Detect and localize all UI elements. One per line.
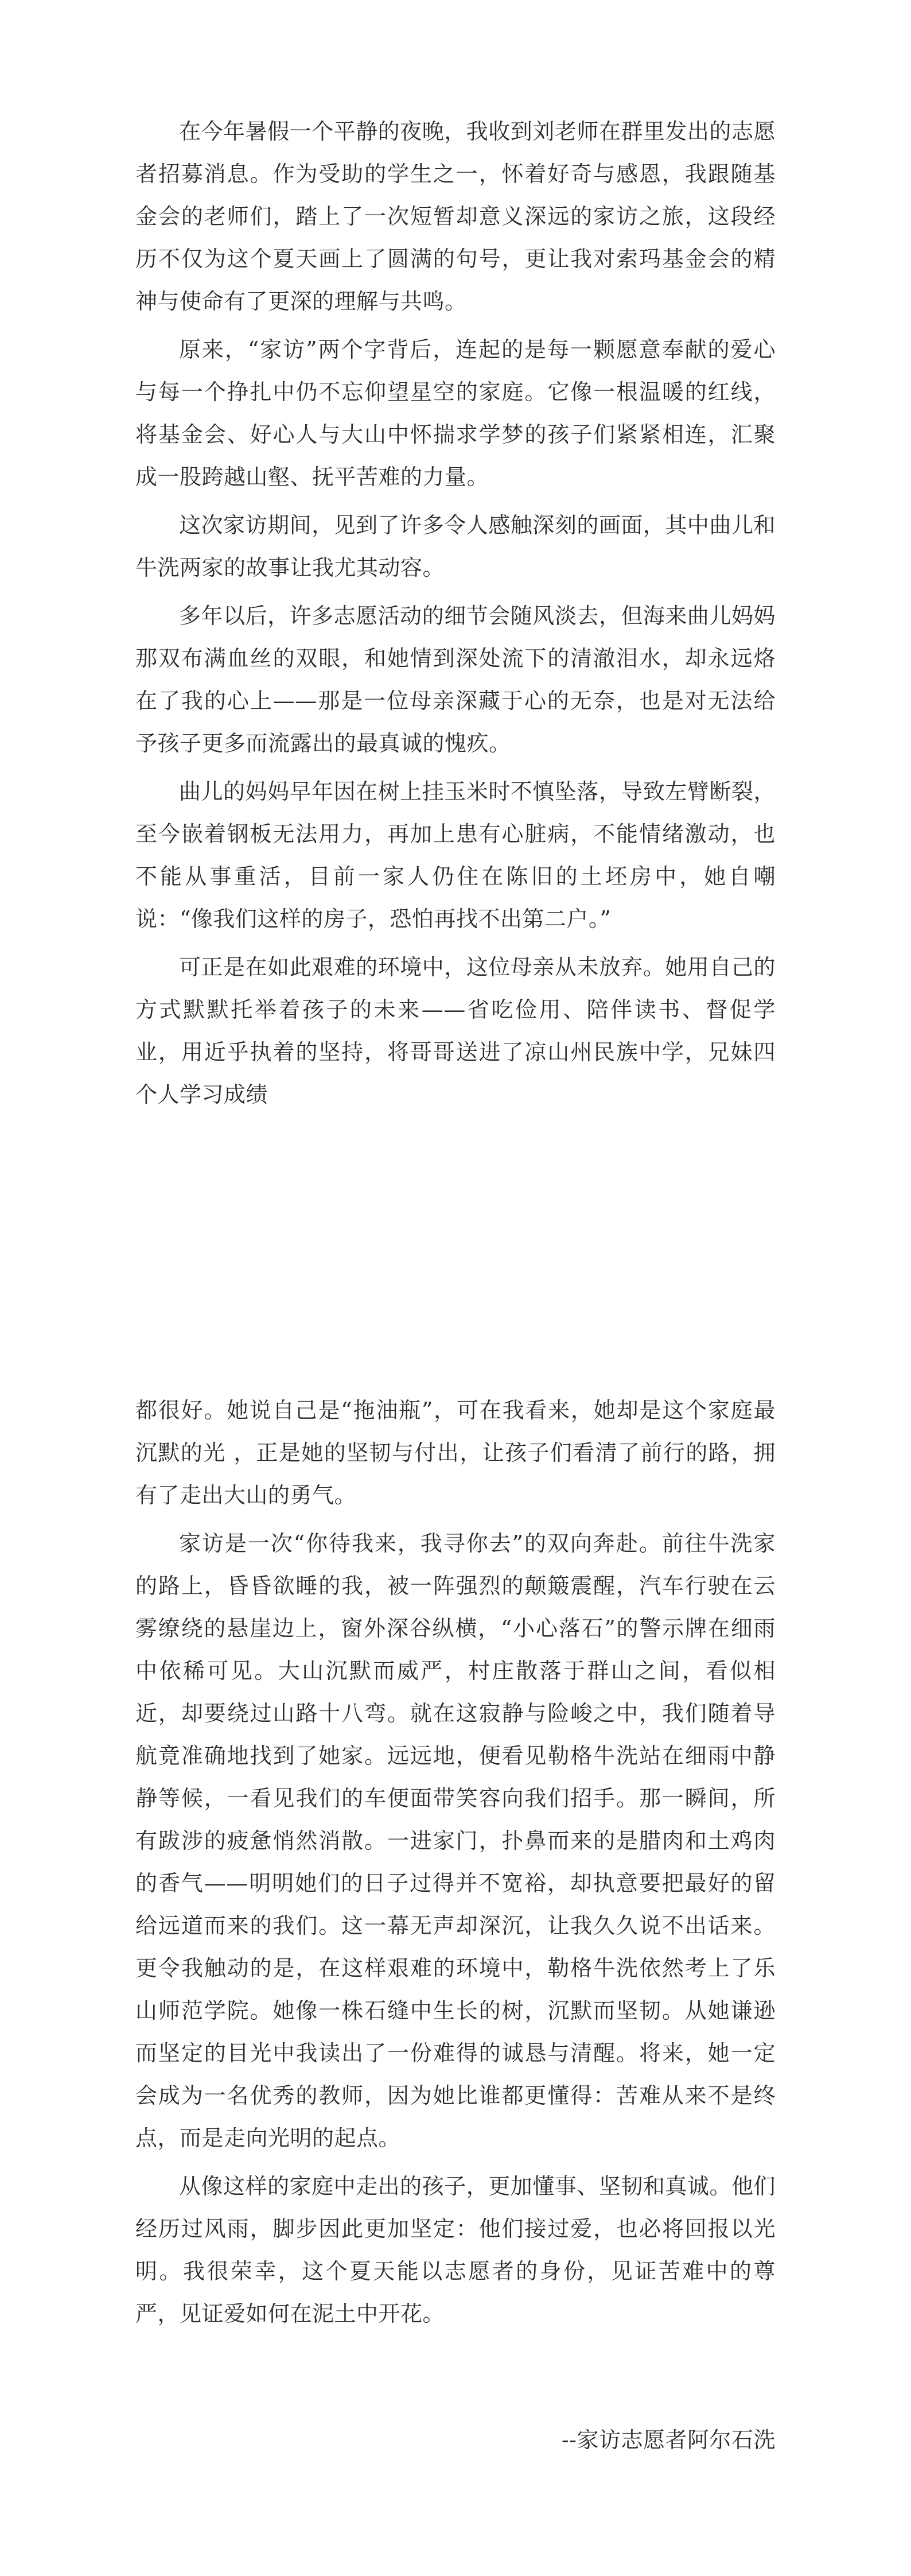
paragraph-home-visit-meaning: 原来，“家访”两个字背后，连起的是每一颗愿意奉献的爱心与每一个挣扎中仍不忘仰望星空的家庭。它像一根温暖的红线，将基金会、好心人与大山中怀揣求学梦的孩子们紧紧相连，汇聚成一股跨越山壑、抚平苦难的力量。 (135, 337, 776, 490)
paragraph-mother-persistence: 可正是在如此艰难的环境中，这位母亲从未放弃。她用自己的方式默默托举着孩子的未来——省吃俭用、陪伴读书、督促学业，用近乎执着的坚持，将哥哥送进了凉山州民族中学，兄妹四个人学习成绩 (135, 955, 776, 1107)
paragraph-journey-to-niuxi: 家访是一次“你待我来，我寻你去”的双向奔赴。前往牛洗家的路上，昏昏欲睡的我，被一阵强烈的颠簸震醒，汽车行驶在云雾缭绕的悬崖边上，窗外深谷纵横，“小心落石”的警示牌在细雨中依稀可见。大山沉默而威严，村庄散落于群山之间，看似相近，却要绕过山路十八弯。就在这寂静与险峻之中，我们随着导航竟准确地找到了她家。远远地，便看见勒格牛洗站在细雨中静静等候，一看见我们的车便面带笑容向我们招手。那一瞬间，所有跋涉的疲惫悄然消散。一进家门，扑鼻而来的是腊肉和土鸡肉的香气——明明她们的日子过得并不宽裕，却执意要把最好的留给远道而来的我们。这一幕无声却深沉，让我久久说不出话来。更令我触动的是，在这样艰难的环境中，勒格牛洗依然考上了乐山师范学院。她像一株石缝中生长的树，沉默而坚韧。从她谦逊而坚定的目光中我读出了一份难得的诚恳与清醒。将来，她一定会成为一名优秀的教师，因为她比谁都更懂得：苦难从来不是终点，而是走向光明的起点。 (135, 1531, 776, 2151)
article-section-1 (135, 110, 776, 1122)
paragraph-two-families: 这次家访期间，见到了许多令人感触深刻的画面，其中曲儿和牛洗两家的故事让我尤其动容。 (135, 513, 776, 580)
paragraph-conclusion: 从像这样的家庭中走出的孩子，更加懂事、坚韧和真诚。他们经历过风雨，脚步因此更加坚定：他们接过爱，也必将回报以光明。我很荣幸，这个夏天能以志愿者的身份，见证苦难中的尊严，见证爱如何在泥土中开花。 (135, 2174, 776, 2326)
author-signature: --家访志愿者阿尔石洗 (561, 2427, 776, 2453)
paragraph-continuation: 都很好。她说自己是“拖油瓶”，可在我看来，她却是这个家庭最沉默的光 ，正是她的坚韧与付出，让孩子们看清了前行的路，拥有了走出大山的勇气。 (135, 1398, 776, 1508)
paragraph-recruitment: 在今年暑假一个平静的夜晚，我收到刘老师在群里发出的志愿者招募消息。作为受助的学生之一，怀着好奇与感恩，我跟随基金会的老师们，踏上了一次短暂却意义深远的家访之旅，这段经历不仅为这个夏天画上了圆满的句号，更让我对索玛基金会的精神与使命有了更深的理解与共鸣。 (135, 119, 776, 314)
article-section-2 (135, 1389, 776, 2341)
paragraph-mother-tears: 多年以后，许多志愿活动的细节会随风淡去，但海来曲儿妈妈那双布满血丝的双眼，和她情到深处流下的清澈泪水，却永远烙在了我的心上——那是一位母亲深藏于心的无奈，也是对无法给予孩子更多而流露出的最真诚的愧疚。 (135, 603, 776, 756)
paragraph-mother-injury: 曲儿的妈妈早年因在树上挂玉米时不慎坠落，导致左臂断裂，至今嵌着钢板无法用力，再加上患有心脏病，不能情绪激动，也不能从事重活，目前一家人仍住在陈旧的土坯房中，她自嘲说：“像我们这样的房子，恐怕再找不出第二户。” (135, 779, 776, 932)
